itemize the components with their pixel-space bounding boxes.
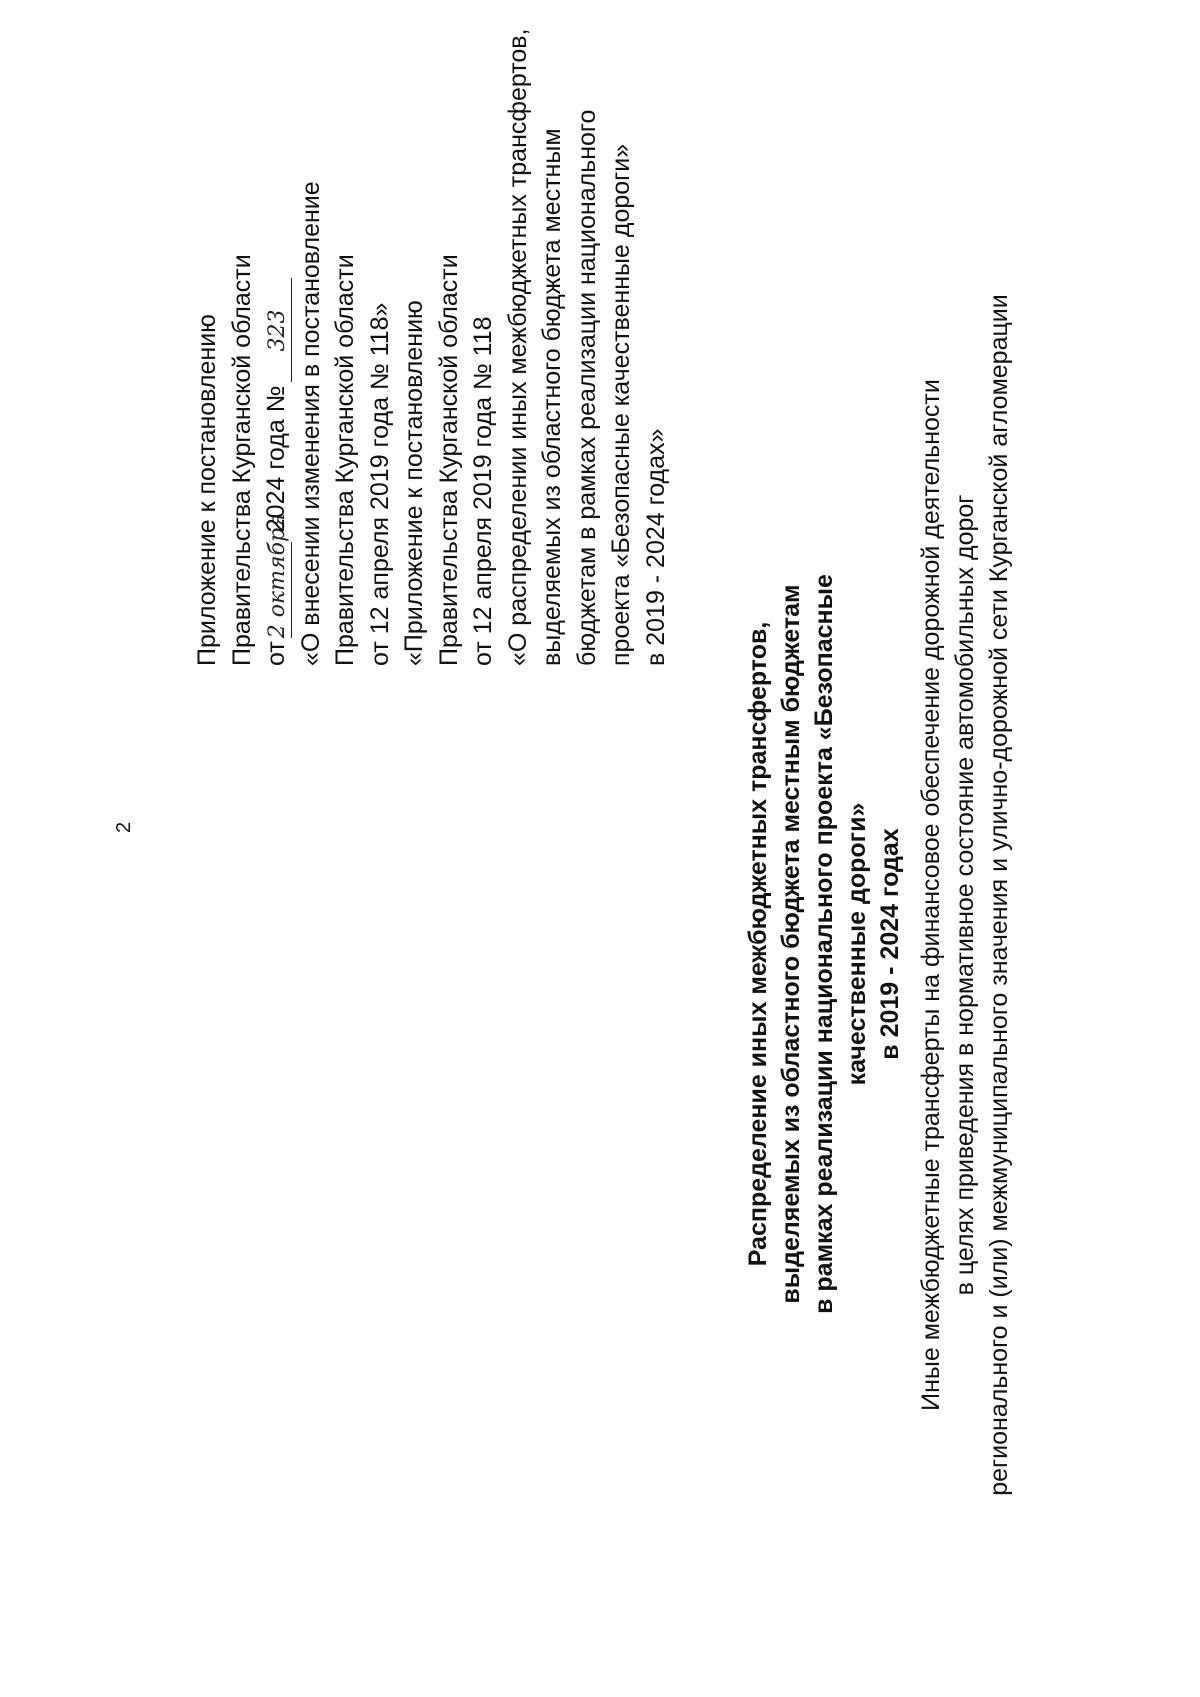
section-intro	[914, 263, 1016, 1527]
title-line: Распределение иных межбюджетных трансфертов,	[744, 621, 772, 1267]
intro-line: в целях приведения в нормативное состояние автомобильных дорог	[951, 494, 979, 1296]
appendix-line: бюджетам в рамках реализации национального	[572, 109, 601, 666]
handwritten-date: 2 октября	[265, 513, 290, 639]
appendix-line: Правительства Курганской области	[331, 254, 359, 666]
appendix-line: проекта «Безопасные качественные дороги»	[607, 143, 635, 666]
appendix-line: Правительства Курганской области	[227, 254, 256, 666]
appendix-line: выделяемых из областного бюджета местным	[538, 128, 566, 666]
appendix-line: от 12 апреля 2019 года № 118»	[365, 302, 394, 666]
appendix-date-line	[259, 181, 294, 666]
title-line: в 2019 - 2024 годах	[876, 828, 904, 1060]
date-middle: 2024 года №	[262, 385, 290, 540]
handwritten-number: 323	[265, 279, 292, 383]
appendix-current-header	[190, 181, 397, 666]
intro-line: регионального и (или) межмуниципального значения и улично-дорожной сети Курганской агломерации	[985, 294, 1013, 1496]
appendix-line: в 2019 - 2024 годах»	[641, 428, 670, 666]
title-line: в рамках реализации национального проекта «Безопасные качественные дороги»	[810, 574, 871, 1314]
appendix-line: «Приложение к постановлению	[400, 300, 428, 666]
title-line: выделяемых из областного бюджета местным бюджетам	[777, 584, 805, 1304]
intro-line: Иные межбюджетные трансферты на финансовое обеспечение дорожной деятельности	[917, 379, 945, 1411]
page-number: 2	[113, 821, 135, 833]
document-title	[742, 511, 907, 1377]
date-prefix: от	[262, 641, 290, 666]
appendix-line: Правительства Курганской области	[434, 254, 463, 666]
appendix-line: «О распределении иных межбюджетных трансфертов,	[503, 28, 532, 666]
appendix-line: «О внесении изменения в постановление	[296, 181, 325, 666]
appendix-original-header	[397, 29, 673, 667]
appendix-line: Приложение к постановлению	[193, 314, 221, 666]
appendix-line: от 12 апреля 2019 года № 118	[469, 316, 497, 666]
